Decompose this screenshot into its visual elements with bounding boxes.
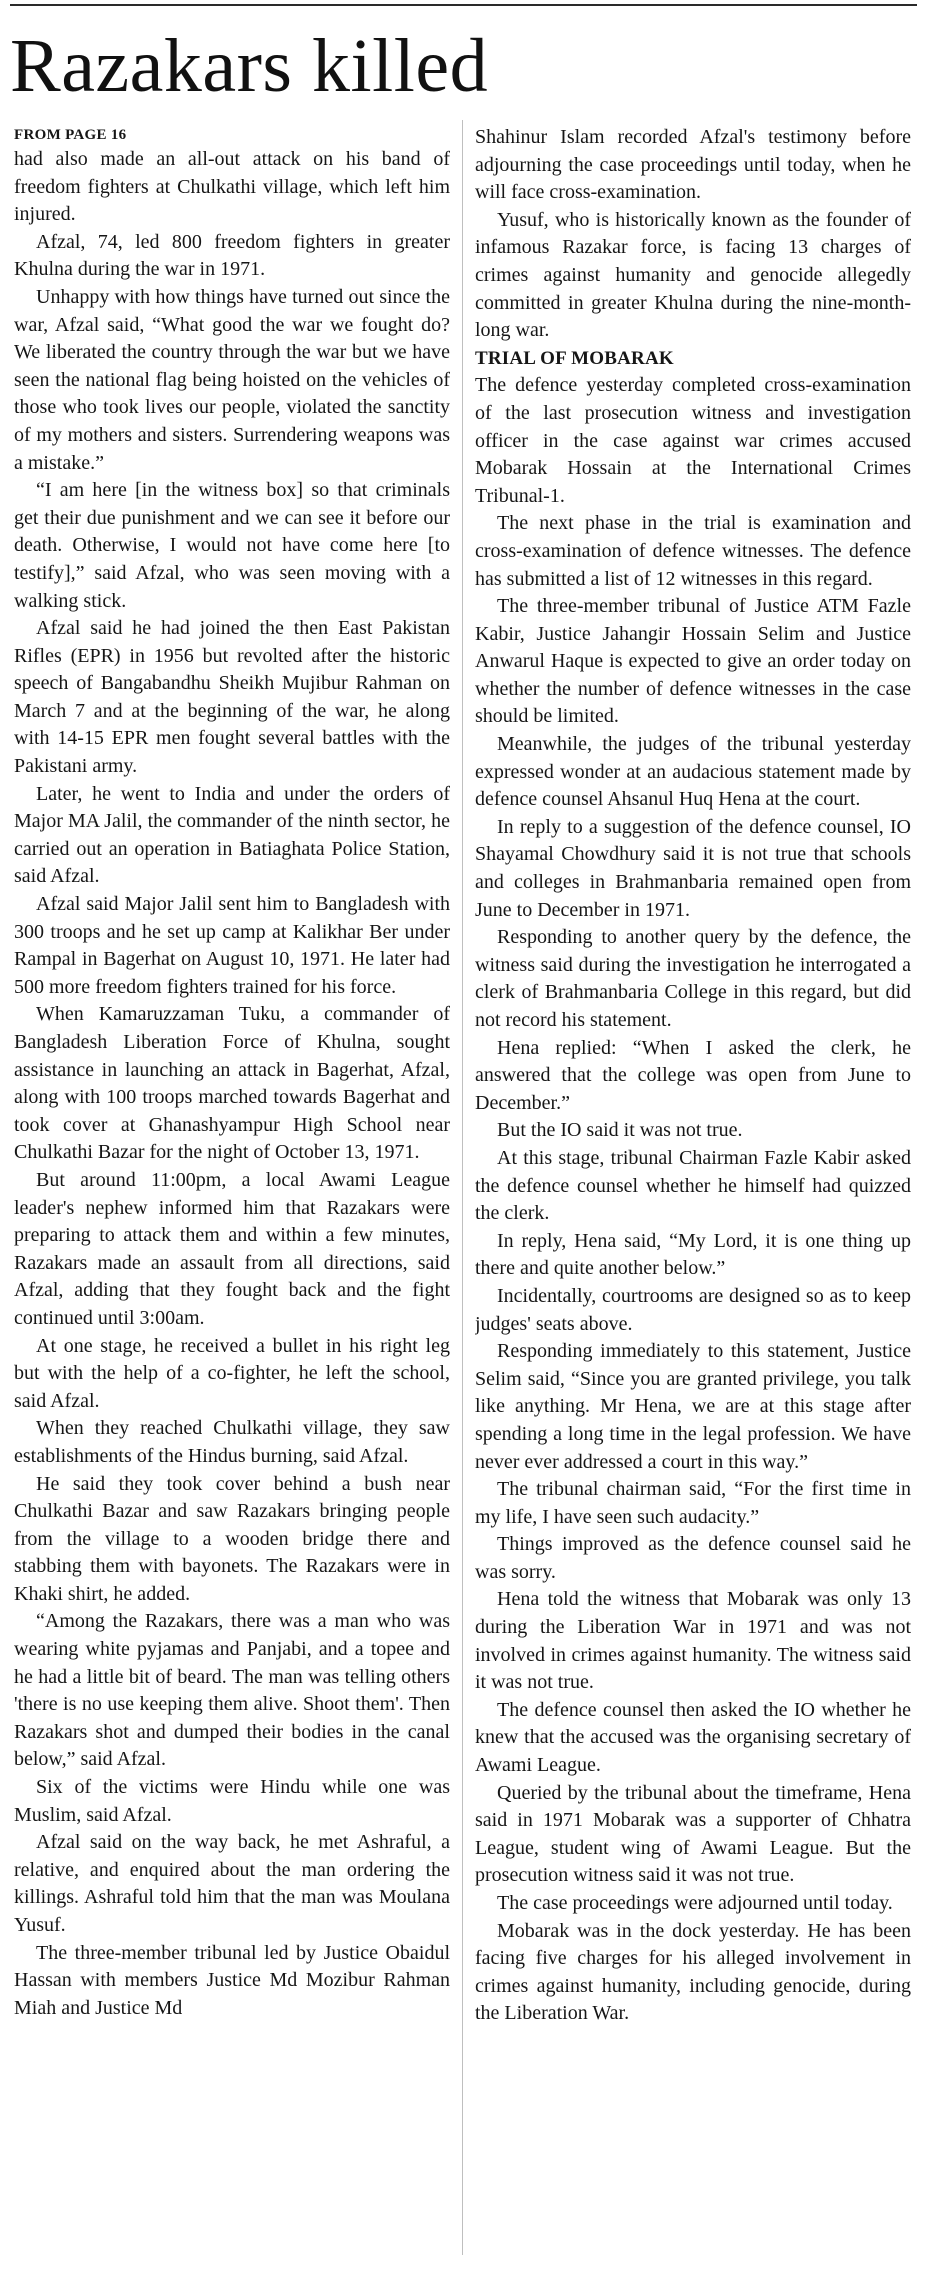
paragraph: At this stage, tribunal Chairman Fazle Kabir asked the defence counsel whether he himself had quizzed the clerk. <box>475 1146 911 1225</box>
paragraph: But around 11:00pm, a local Awami League leader's nephew informed him that Razakars were preparing to attack them and within a few minutes, Razakars made an assault from all directions, said Afzal, adding that they fought back and the fight continued until 3:00am. <box>14 1168 450 1329</box>
paragraph: Hena told the witness that Mobarak was only 13 during the Liberation War in 1971 and was not involved in crimes against humanity. The witness said it was not true. <box>475 1588 911 1694</box>
paragraph: Afzal said Major Jalil sent him to Bangladesh with 300 troops and he set up camp at Kalikhar Ber under Rampal in Bagerhat on August 10, 1971. He later had 500 more freedom fighters trained for his force. <box>14 893 450 998</box>
paragraph: The defence counsel then asked the IO whether he knew that the accused was the organising secretary of Awami League. <box>475 1698 911 1777</box>
paragraph: Afzal said he had joined the then East Pakistan Rifles (EPR) in 1956 but revolted after the historic speech of Bangabandhu Sheikh Mujibur Rahman on March 7 and at the beginning of the war, he along with 14-15 EPR men fought several battles with the Pakistani army. <box>14 617 450 778</box>
paragraph: The three-member tribunal of Justice ATM Fazle Kabir, Justice Jahangir Hossain Selim and Justice Anwarul Haque is expected to give an order today on whether the number of defence witnesses in the case should be limited. <box>475 595 911 728</box>
paragraph: The tribunal chairman said, “For the first time in my life, I have seen such audacity.” <box>475 1478 911 1528</box>
column-divider <box>462 120 463 2255</box>
subhead: TRIAL OF MOBARAK <box>475 347 674 369</box>
paragraph: Later, he went to India and under the orders of Major MA Jalil, the commander of the ninth sector, he carried out an operation in Batiaghata Police Station, said Afzal. <box>14 782 450 888</box>
paragraph: The defence yesterday completed cross-examination of the last prosecution witness and investigation officer in the case against war crimes accused Mobarak Hossain at the International Crimes Tribunal-1. <box>475 374 911 507</box>
paragraph: had also made an all-out attack on his band of freedom fighters at Chulkathi village, which left him injured. <box>14 148 450 226</box>
headline: Razakars killed <box>10 24 489 108</box>
paragraph: Queried by the tribunal about the timeframe, Hena said in 1971 Mobarak was a supporter of Chhatra League, student wing of Awami League. But the prosecution witness said it was not true. <box>475 1781 911 1887</box>
paragraph: “Among the Razakars, there was a man who was wearing white pyjamas and Panjabi, and a topee and he had a little bit of beard. The man was telling others 'there is no use keeping them alive. Shoot them'. Then Razakars shot and dumped their bodies in the canal below,” said Afzal. <box>14 1610 450 1771</box>
paragraph: At one stage, he received a bullet in his right leg but with the help of a co-fighter, he left the school, said Afzal. <box>14 1334 450 1412</box>
paragraph: Things improved as the defence counsel said he was sorry. <box>475 1533 911 1583</box>
paragraph: Meanwhile, the judges of the tribunal yesterday expressed wonder at an audacious statement made by defence counsel Ahsanul Huq Hena at the court. <box>475 733 911 811</box>
paragraph: In reply, Hena said, “My Lord, it is one thing up there and quite another below.” <box>475 1229 911 1280</box>
paragraph: Responding immediately to this statement, Justice Selim said, “Since you are granted privilege, you talk like anything. Mr Hena, we are at this stage after spending a long time in the legal profession. We have never ever addressed a court in this way.” <box>475 1340 911 1473</box>
paragraph: The three-member tribunal led by Justice Obaidul Hassan with members Justice Md Mozibur Rahman Miah and Justice Md <box>14 1941 450 2019</box>
jump-line: FROM PAGE 16 <box>14 127 127 143</box>
paragraph: Shahinur Islam recorded Afzal's testimony before adjourning the case proceedings until today, when he will face cross-examination. <box>475 126 911 204</box>
article-column-left <box>14 124 450 2255</box>
article-column-right <box>475 124 911 2255</box>
paragraph: The next phase in the trial is examination and cross-examination of defence witnesses. The defence has submitted a list of 12 witnesses in this regard. <box>475 512 911 590</box>
paragraph: When Kamaruzzaman Tuku, a commander of Bangladesh Liberation Force of Khulna, sought assistance in launching an attack in Bagerhat, Afzal, along with 100 troops marched towards Bagerhat and took cover at Ghanashyampur High School near Chulkathi Bazar for the night of October 13, 1971. <box>14 1003 450 1164</box>
paragraph: But the IO said it was not true. <box>497 1119 743 1142</box>
paragraph: Yusuf, who is historically known as the founder of infamous Razakar force, is facing 13 charges of crimes against humanity and genocide allegedly committed in greater Khulna during the nine-month-long war. <box>475 208 911 342</box>
top-rule <box>10 4 917 6</box>
paragraph: Responding to another query by the defence, the witness said during the investigation he interrogated a clerk of Brahmanbaria College in this regard, but did not record his statement. <box>475 926 911 1031</box>
paragraph: He said they took cover behind a bush near Chulkathi Bazar and saw Razakars bringing people from the village to a wooden bridge there and stabbing them with bayonets. The Razakars were in Khaki shirt, he added. <box>14 1472 450 1605</box>
paragraph: “I am here [in the witness box] so that criminals get their due punishment and we can see it before our death. Otherwise, I would not have come here [to testify],” said Afzal, who was seen moving with a walking stick. <box>14 479 450 612</box>
paragraph: The case proceedings were adjourned until today. <box>497 1892 893 1914</box>
paragraph: Mobarak was in the dock yesterday. He has been facing five charges for his alleged involvement in crimes against humanity, including genocide, during the Liberation War. <box>475 1919 911 2025</box>
paragraph: Afzal, 74, led 800 freedom fighters in greater Khulna during the war in 1971. <box>14 230 450 281</box>
paragraph: In reply to a suggestion of the defence counsel, IO Shayamal Chowdhury said it is not true that schools and colleges in Brahmanbaria remained open from June to December in 1971. <box>475 815 911 921</box>
paragraph: When they reached Chulkathi village, they saw establishments of the Hindus burning, said Afzal. <box>14 1417 450 1467</box>
paragraph: Six of the victims were Hindu while one was Muslim, said Afzal. <box>14 1776 450 1826</box>
paragraph: Hena replied: “When I asked the clerk, he answered that the college was open from June to December.” <box>475 1036 911 1114</box>
paragraph: Unhappy with how things have turned out since the war, Afzal said, “What good the war we fought do? We liberated the country through the war but we have seen the national flag being hoisted on the vehicles of those who took lives our people, violated the sanctity of my mothers and sisters. Surrendering weapons was a mistake.” <box>14 285 450 474</box>
paragraph: Afzal said on the way back, he met Ashraful, a relative, and enquired about the man ordering the killings. Ashraful told him that the man was Moulana Yusuf. <box>14 1831 450 1936</box>
paragraph: Incidentally, courtrooms are designed so as to keep judges' seats above. <box>475 1284 911 1335</box>
